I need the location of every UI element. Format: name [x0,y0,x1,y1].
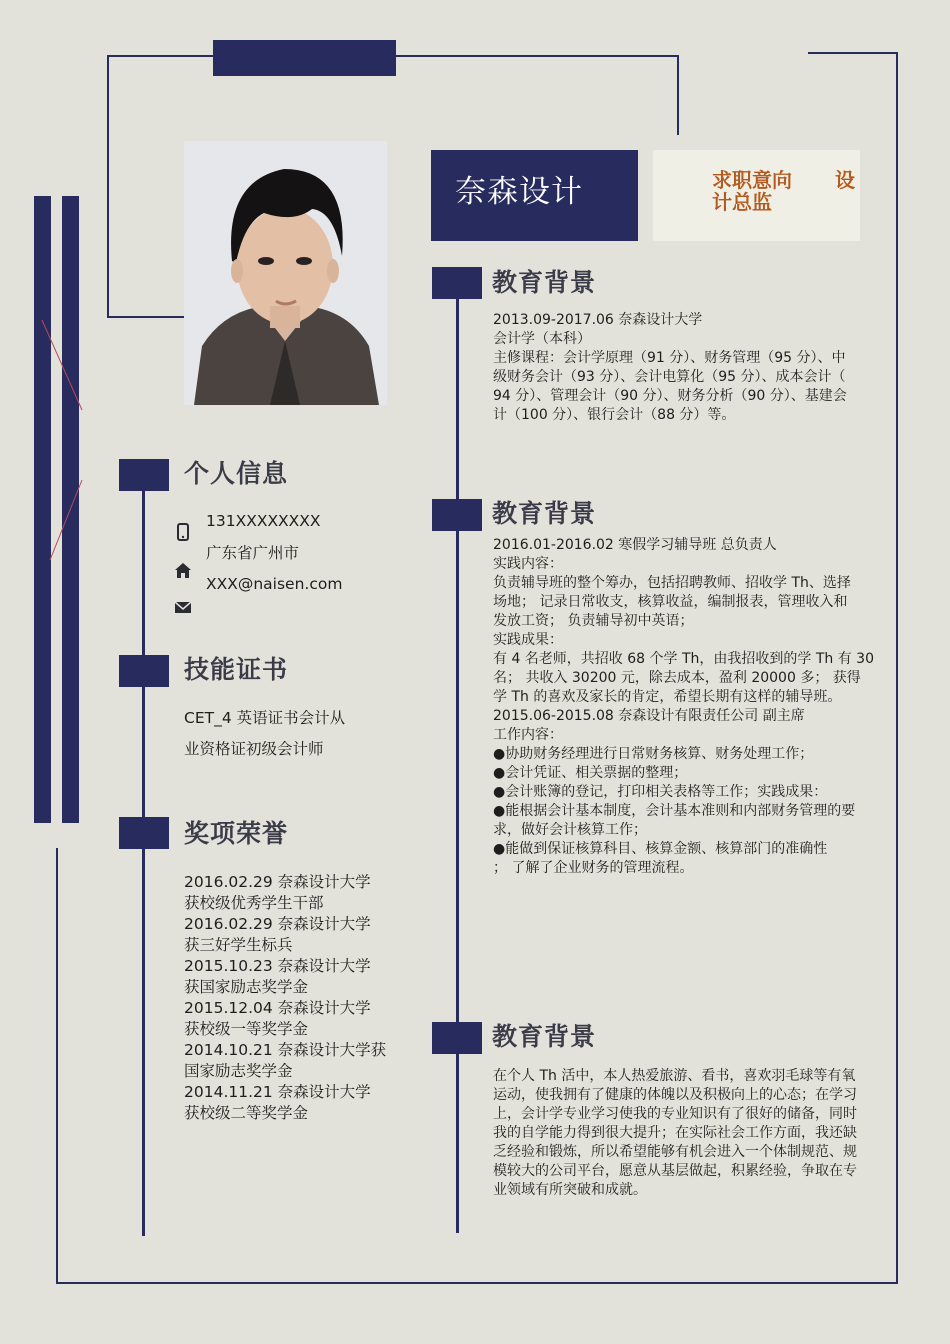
experience-line: 名； 共收入 30200 元，除去成本，盈利 20000 多； 获得 [493,670,861,686]
awards-line: 获三好学生标兵 [184,936,293,954]
education-line: 会计学（本科） [493,331,591,347]
self-eval-content [493,1067,857,1200]
name-box [431,150,638,241]
experience-content [493,536,874,878]
frame-bottom [56,1282,898,1284]
experience-marker [432,499,482,531]
experience-line: ●会计账簿的登记，打印相关表格等工作；实践成果： [493,784,828,800]
experience-line: 求，做好会计核算工作； [493,822,647,838]
education-marker [432,267,482,299]
self-eval-title: 教育背景 [492,1022,597,1051]
awards-line: 获国家励志奖学金 [184,978,309,996]
experience-line: 工作内容： [493,727,563,743]
awards-line: 2016.02.29 奈森设计大学 [184,873,371,891]
awards-line: 2016.02.29 奈森设计大学 [184,915,371,933]
awards-line: 2015.10.23 奈森设计大学 [184,957,371,975]
awards-title: 奖项荣誉 [184,819,289,848]
personal-address: 广东省广州市 [206,544,300,562]
phone-icon [174,523,192,541]
frame-left-lower-vertical [56,848,58,1284]
skills-line: CET_4 英语证书会计从 [184,709,346,727]
experience-line: 发放工资； 负责辅导初中英语； [493,613,694,629]
education-title: 教育背景 [492,268,597,297]
personal-title: 个人信息 [184,459,289,488]
self-eval-line: 我的自学能力得到很大提升；在实际社会工作方面，我还缺 [493,1125,857,1141]
job-intent-label: 求职意向 [712,168,792,192]
personal-phone: 131XXXXXXXX [206,512,321,530]
frame-top-tab [213,40,396,76]
decorative-red-line [40,320,85,560]
awards-line: 获校级二等奖学金 [184,1104,309,1122]
awards-line: 获校级优秀学生干部 [184,894,324,912]
right-timeline-line [456,283,459,1233]
experience-line: ； 了解了企业财务的管理流程。 [493,860,694,876]
experience-line: ●会计凭证、相关票据的整理； [493,765,688,781]
awards-line: 2014.11.21 奈森设计大学 [184,1083,371,1101]
awards-line: 国家励志奖学金 [184,1062,293,1080]
home-icon [174,561,192,579]
experience-line: ●能根据会计基本制度，会计基本准则和内部财务管理的要 [493,803,856,819]
experience-line: 实践内容： [493,556,563,572]
frame-right-vertical [896,52,898,1284]
education-line: 主修课程：会计学原理（91 分）、财务管理（95 分）、中 [493,350,846,366]
education-line: 2013.09-2017.06 奈森设计大学 [493,312,703,328]
frame-right-top [808,52,898,54]
experience-line: 学 Th 的喜欢及家长的肯定，希望长期有这样的辅导班。 [493,689,842,705]
experience-line: ●协助财务经理进行日常财务核算、财务处理工作； [493,746,814,762]
personal-email: XXX@naisen.com [206,575,343,593]
awards-line: 2014.10.21 奈森设计大学获 [184,1041,387,1059]
education-content [493,311,847,425]
experience-line: 2015.06-2015.08 奈森设计有限责任公司 副主席 [493,708,805,724]
awards-line: 获校级一等奖学金 [184,1020,309,1038]
awards-content [184,872,386,1124]
personal-marker [119,459,169,491]
skills-content [184,703,345,765]
education-line: 级财务会计（93 分）、会计电算化（95 分）、成本会计（ [493,369,846,385]
job-intent-box [653,150,860,241]
skills-title: 技能证书 [184,655,289,684]
self-eval-line: 乏经验和锻炼，所以希望能够有机会进入一个体制规范、规 [493,1144,857,1160]
self-eval-line: 业领域有所突破和成就。 [493,1182,647,1198]
frame-top-left-vertical [107,55,109,317]
education-line: 计（100 分）、银行会计（88 分）等。 [493,407,736,423]
experience-title: 教育背景 [492,499,597,528]
self-eval-line: 上，会计学专业学习使我的专业知识有了很好的储备，同时 [493,1106,857,1122]
name-text: 奈森设计 [455,174,583,210]
experience-line: 场地； 记录日常收支，核算收益，编制报表，管理收入和 [493,594,848,610]
experience-line: 实践成果： [493,632,563,648]
experience-line: 2016.01-2016.02 寒假学习辅导班 总负责人 [493,537,777,553]
frame-top-left-bottom [107,316,185,318]
self-eval-marker [432,1022,482,1054]
awards-marker [119,817,169,849]
experience-line: 负责辅导班的整个筹办，包括招聘教师、招收学 Th、选择 [493,575,851,591]
education-line: 94 分）、管理会计（90 分）、财务分析（90 分）、基建会 [493,388,847,404]
self-eval-line: 运动，使我拥有了健康的体魄以及积极向上的心态；在学习 [493,1087,857,1103]
self-eval-line: 模较大的公司平台，愿意从基层做起，积累经验，争取在专 [493,1163,857,1179]
experience-line: ●能做到保证核算科目、核算金额、核算部门的准确性 [493,841,828,857]
profile-photo [184,141,387,405]
left-timeline-line [142,476,145,1236]
awards-line: 2015.12.04 奈森设计大学 [184,999,371,1017]
experience-line: 有 4 名老师，共招收 68 个学 Th，由我招收到的学 Th 有 30 [493,651,874,667]
frame-center-drop [677,55,679,135]
skills-line: 业资格证初级会计师 [184,740,324,758]
mail-icon [174,598,192,616]
job-intent-value-part1: 设 [835,168,855,192]
skills-marker [119,655,169,687]
job-intent-value-part2: 计总监 [712,190,772,214]
self-eval-line: 在个人 Th 活中，本人热爱旅游、看书，喜欢羽毛球等有氧 [493,1068,856,1084]
